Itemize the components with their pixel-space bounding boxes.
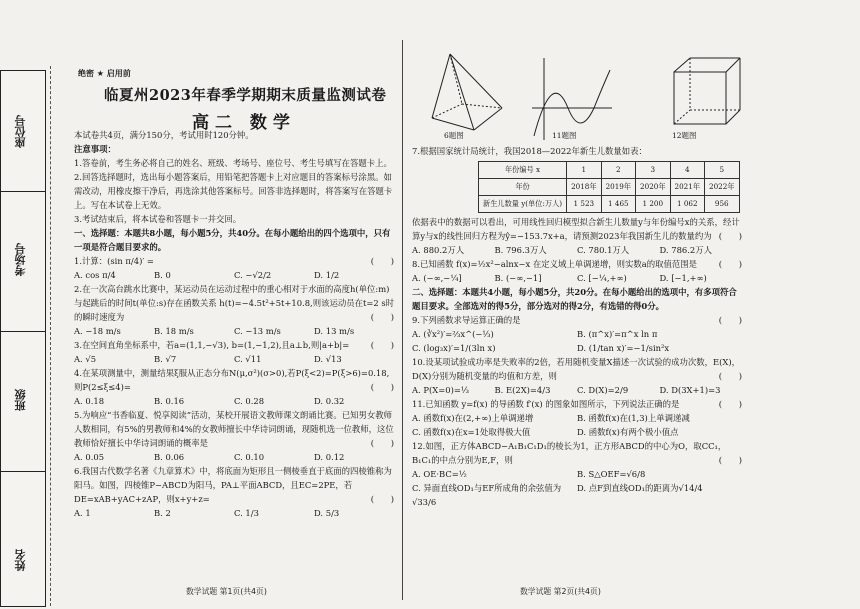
table-cell: 2021年 <box>670 179 704 196</box>
option: D. [−1,+∞) <box>659 273 707 283</box>
question-9: 9.下列函数求导运算正确的是 ( ) <box>412 315 742 325</box>
question-11: 11.已知函数 y=f(x) 的导函数 f′(x) 的图象如图所示，下列说法正确的是 ( ) <box>412 399 742 409</box>
question-11-options-1 <box>412 411 742 425</box>
table-cell: 1 200 <box>636 196 670 213</box>
option: A. 函数f(x)在(2,+∞)上单调递增 <box>412 413 534 423</box>
option: D. 13 m/s <box>314 326 355 336</box>
question-2-text: 2.在一次高台跳水比赛中，某运动员在运动过程中的重心相对于水面的高度h(单位:m)与起跳后的时间t(单位:s)存在函数关系 h(t)=−4.5t²+5t+10.8,则该运动员在t=2 s时的瞬时速度为 <box>74 284 395 322</box>
option: B. 函数f(x)在(1,3)上单调递减 <box>577 413 690 423</box>
option: B. 2 <box>154 508 171 518</box>
table-cell: 新生儿数量 y(单位:万人) <box>479 196 567 213</box>
option: B. (π^x)′=π^x ln π <box>577 329 658 339</box>
birth-table <box>478 161 740 213</box>
option: D. √13 <box>314 354 342 364</box>
notice-title: 注意事项： <box>74 144 116 154</box>
option: B. (−∞,−1] <box>494 273 542 283</box>
table-cell: 年份编号 x <box>479 162 567 179</box>
option: A. OE·BC=½ <box>412 469 467 479</box>
question-2: 2.在一次高台跳水比赛中，某运动员在运动过程中的重心相对于水面的高度h(单位:m)与起跳后的时间t(单位:s)存在函数关系 h(t)=−4.5t²+5t+10.8,则该运动员在t=2 s时的瞬时速度为 ( ) <box>74 284 395 322</box>
table-cell: 1 465 <box>601 196 635 213</box>
name-label: 姓名 <box>14 549 27 571</box>
question-6-options <box>74 506 394 520</box>
question-9-options-2 <box>412 341 742 355</box>
question-1-options <box>74 268 394 282</box>
option: A. −18 m/s <box>74 326 121 336</box>
option: C. D(X)=2/9 <box>577 385 629 395</box>
section-2-heading: 二、选择题：本题共4小题，每小题5分，共20分。在每小题给出的选项中，有多项符合题目要求。全部选对的得5分，部分选对的得2分，有选错的得0分。 <box>412 287 737 311</box>
question-9-text: 9.下列函数求导运算正确的是 <box>412 315 521 325</box>
class-label: 班级 <box>14 389 27 411</box>
cube-figure <box>674 58 740 124</box>
option: A. (−∞,−¼] <box>412 273 462 283</box>
table-cell: 4 <box>670 162 704 179</box>
section-1-heading: 一、选择题：本题共8小题，每小题5分，共40分。在每小题给出的四个选项中，只有一项是符合题目要求的。 <box>74 228 391 252</box>
option: D. 0.12 <box>314 452 345 462</box>
question-12-options-2 <box>412 481 742 509</box>
question-6: 6.我国古代数学名著《九章算术》中，将底面为矩形且一侧棱垂直于底面的四棱锥称为阳马。如图，四棱锥P−ABCD为阳马，PA⊥平面ABCD，且EC=2PE，若 DE=xAB+yAC+zAP，则x+y+z= ( ) <box>74 466 394 504</box>
table-row <box>479 162 740 179</box>
table-cell: 956 <box>705 196 739 213</box>
option: A. √5 <box>74 354 97 364</box>
option: D. 0.32 <box>314 396 345 406</box>
table-cell: 2018年 <box>567 179 601 196</box>
option: D. 函数f(x)有两个极小值点 <box>577 427 679 437</box>
exam-title: 临夏州2023年春季学期期末质量监测试卷 <box>104 87 387 104</box>
question-3-text: 3.在空间直角坐标系中，若a=(1,1,−√3), b=(1,−1,2),且a⊥b,则|a+b|= <box>74 340 350 350</box>
binding-strip <box>0 70 46 607</box>
question-3: 3.在空间直角坐标系中，若a=(1,1,−√3), b=(1,−1,2),且a⊥b,则|a+b|= ( ) <box>74 340 394 350</box>
table-row <box>479 196 740 213</box>
right-column <box>412 144 742 509</box>
option: D. 5/3 <box>314 508 340 518</box>
question-7-text: 依据表中的数据可以看出，可用线性回归模型拟合新生儿数量y与年份编号x的关系，经计算y与x的线性回归方程为ŷ=−153.7x+a，请预测2023年我国新生儿的数量约为 <box>412 217 740 241</box>
table-cell: 3 <box>636 162 670 179</box>
option: B. 0.16 <box>154 396 185 406</box>
option: B. 0.06 <box>154 452 185 462</box>
question-11-options-2 <box>412 425 742 439</box>
option: C. −13 m/s <box>234 326 281 336</box>
option: B. √7 <box>154 354 177 364</box>
table-cell: 年份 <box>479 179 567 196</box>
seat-label: 座位号 <box>14 115 27 148</box>
option: D. D(3X+1)=3 <box>659 385 721 395</box>
option: C. 函数f(x)在x=1处取得极大值 <box>412 427 531 437</box>
question-8-text: 8.已知函数 f(x)=½x²−alnx−x 在定义域上单调递增，则实数a的取值范围是 <box>412 259 698 269</box>
question-12: 12.如图，正方体ABCD−A₁B₁C₁D₁的棱长为1，正方形ABCD的中心为O，取CC₁，B₁C₁的中点分别为E,F，则 ( ) <box>412 441 742 465</box>
question-11-text: 11.已知函数 y=f(x) 的导函数 f′(x) 的图象如图所示，下列说法正确的是 <box>412 399 680 409</box>
option: D. 1/2 <box>314 270 340 280</box>
pyramid-figure <box>432 54 502 130</box>
option: A. cos π/4 <box>74 270 116 280</box>
seat-cell <box>1 71 45 192</box>
question-7-body: 依据表中的数据可以看出，可用线性回归模型拟合新生儿数量y与年份编号x的关系，经计算y与x的线性回归方程为ŷ=−153.7x+a，请预测2023年我国新生儿的数量约为 ( ) <box>412 217 742 241</box>
option: C. (log₃x)′=1/(3ln x) <box>412 343 496 353</box>
figure-12-caption: 12题图 <box>672 131 697 140</box>
notice-3: 3.考试结束后，将本试卷和答题卡一并交回。 <box>74 214 242 224</box>
option: C. 0.10 <box>234 452 265 462</box>
cut-line <box>50 66 51 606</box>
option: B. 18 m/s <box>154 326 194 336</box>
notice-2: 2.回答选择题时，选出每小题答案后，用铅笔把答题卡上对应题目的答案标号涂黑。如需改动，用橡皮擦干净后，再选涂其他答案标号。回答非选择题时，将答案写在答题卡上。写在本试卷上无效。 <box>74 172 393 210</box>
table-cell: 2022年 <box>705 179 739 196</box>
question-4: 4.在某项测量中，测量结果ξ服从正态分布N(μ,σ²)(σ>0),若P(ξ<2)=P(ξ>6)=0.18,则P(2≤ξ≤4)= ( ) <box>74 368 394 392</box>
derivative-graph-figure <box>532 58 612 140</box>
option: A. 880.2万人 <box>412 245 465 255</box>
question-10: 10.设某项试验成功率是失败率的2倍，若用随机变量X描述一次试验的成功次数，E(X)，D(X)分别为随机变量的均值和方差，则 ( ) <box>412 357 742 381</box>
page-1-footer: 数学试题 第1页(共4页) <box>186 587 267 596</box>
left-column <box>74 128 394 520</box>
table-cell: 1 062 <box>670 196 704 213</box>
question-10-options <box>412 383 742 397</box>
option: D. (1/tan x)′=−1/sin²x <box>577 343 670 353</box>
option: D. 点F到直线OD₁的距离为√14/4 <box>577 483 703 493</box>
notice-1: 1.答卷前，考生务必将自己的姓名、班级、考场号、座位号、考生号填写在答题卡上。 <box>74 158 392 168</box>
question-8-options <box>412 271 742 285</box>
question-2-options <box>74 324 394 338</box>
intro: 本试卷共4页，满分150分，考试用时120分钟。 <box>74 130 254 140</box>
table-cell: 1 <box>567 162 601 179</box>
option: C. 异面直线OD₁与EF所成角的余弦值为√33/6 <box>412 483 562 507</box>
question-7: 7.根据国家统计局统计，我国2018—2022年新生儿数量如表： <box>412 146 647 156</box>
question-9-options-1 <box>412 327 742 341</box>
option: A. (∛x²)′=⅔x^(−⅓) <box>412 329 494 339</box>
option: C. [−¼,+∞) <box>577 273 627 283</box>
option: A. 0.18 <box>74 396 105 406</box>
table-cell: 2 <box>601 162 635 179</box>
question-4-options <box>74 394 394 408</box>
table-cell: 2019年 <box>601 179 635 196</box>
option: C. √11 <box>234 354 262 364</box>
question-5-options <box>74 450 394 464</box>
question-1-text: 1.计算：(sin π/4)′ = <box>74 256 154 266</box>
name-cell <box>1 471 45 604</box>
option: C. −√2/2 <box>234 270 272 280</box>
exam-no-cell <box>1 191 45 332</box>
secret-mark: 绝密 ★ 启用前 <box>78 69 131 78</box>
option: B. 0 <box>154 270 171 280</box>
column-divider <box>402 40 403 600</box>
option: A. 1 <box>74 508 91 518</box>
question-12-options-1 <box>412 467 742 481</box>
exam-no-label: 考场号 <box>14 243 27 276</box>
table-cell: 1 523 <box>567 196 601 213</box>
option: B. E(2X)=4/3 <box>494 385 551 395</box>
option: C. 1/3 <box>234 508 259 518</box>
question-10-text: 10.设某项试验成功率是失败率的2倍，若用随机变量X描述一次试验的成功次数，E(X)，D(X)分别为随机变量的均值和方差，则 <box>412 357 740 381</box>
exam-subtitle: 高二 数学 <box>192 113 296 133</box>
question-8: 8.已知函数 f(x)=½x²−alnx−x 在定义域上单调递增，则实数a的取值范围是 ( ) <box>412 259 742 269</box>
question-6-text: 6.我国古代数学名著《九章算术》中，将底面为矩形且一侧棱垂直于底面的四棱锥称为阳马。如图，四棱锥P−ABCD为阳马，PA⊥平面ABCD，且EC=2PE，若 DE=xAB+yAC+zAP，则x+y+z= <box>74 466 392 504</box>
class-cell <box>1 331 45 472</box>
question-1: 1.计算：(sin π/4)′ = ( ) <box>74 256 394 266</box>
option: A. P(X=0)=⅓ <box>412 385 469 395</box>
question-5: 5.为响应“书香临夏、悦享阅读”活动，某校开展语文教师课文朗诵比赛。已知男女教师人数相同，有5%的男教师和4%的女教师擅长中华诗词朗诵，现随机选一位教师，这位教师恰好擅长中华诗词朗诵的概率是 ( ) <box>74 410 394 448</box>
question-5-text: 5.为响应“书香临夏、悦享阅读”活动，某校开展语文教师课文朗诵比赛。已知男女教师人数相同，有5%的男教师和4%的女教师擅长中华诗词朗诵，现随机选一位教师，这位教师恰好擅长中华诗词朗诵的概率是 <box>74 410 394 448</box>
option: B. S△OEF=√6/8 <box>577 469 646 479</box>
table-cell: 5 <box>705 162 739 179</box>
question-7-options <box>412 243 742 257</box>
option: C. 0.28 <box>234 396 265 406</box>
question-12-text: 12.如图，正方体ABCD−A₁B₁C₁D₁的棱长为1，正方形ABCD的中心为O，取CC₁，B₁C₁的中点分别为E,F，则 <box>412 441 727 465</box>
table-row <box>479 179 740 196</box>
option: C. 780.1万人 <box>577 245 630 255</box>
page-2-footer: 数学试题 第2页(共4页) <box>520 587 601 596</box>
option: A. 0.05 <box>74 452 105 462</box>
figure-11-caption: 11题图 <box>552 131 577 140</box>
question-4-text: 4.在某项测量中，测量结果ξ服从正态分布N(μ,σ²)(σ>0),若P(ξ<2)=P(ξ>6)=0.18,则P(2≤ξ≤4)= <box>74 368 390 392</box>
question-3-options <box>74 352 394 366</box>
table-cell: 2020年 <box>636 179 670 196</box>
option: B. 796.3万人 <box>494 245 547 255</box>
figure-6-caption: 6题图 <box>444 131 464 140</box>
option: D. 786.2万人 <box>659 245 712 255</box>
